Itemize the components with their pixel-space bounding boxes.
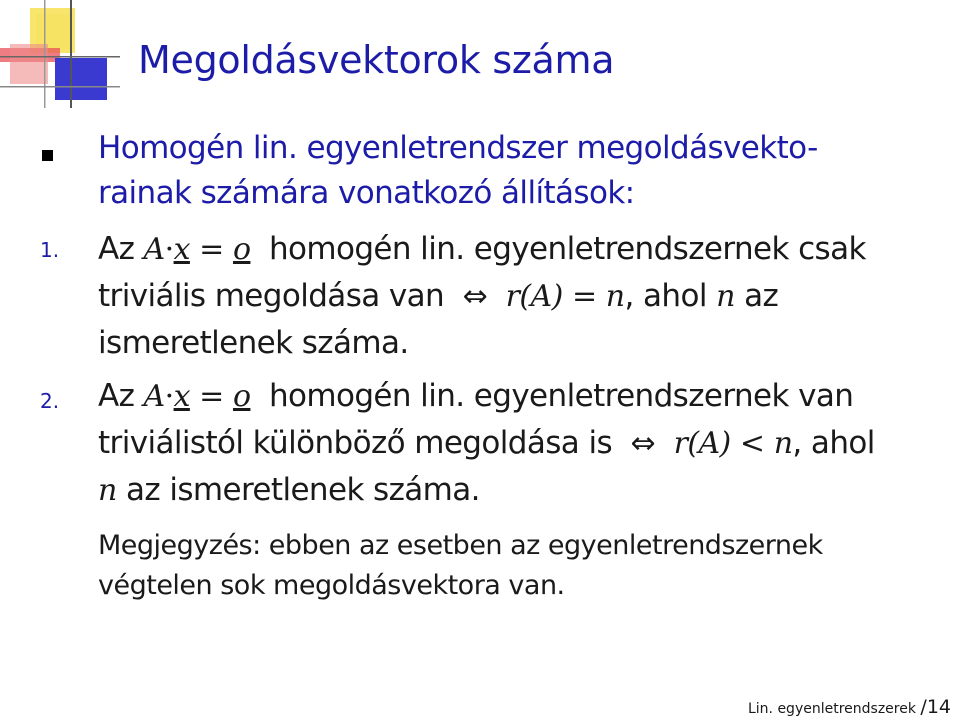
page-number: /14: [920, 696, 951, 718]
item-2-text-1: homogén lin. egyenletrendszernek van: [268, 378, 854, 414]
note-line-1: Megjegyzés: ebben az esetben az egyenletrendszernek: [98, 530, 823, 561]
item-number-2: 2.: [40, 389, 60, 413]
math-eq: =: [199, 232, 224, 267]
math-vec-x: x: [173, 232, 190, 267]
math-vec-o: o: [232, 232, 251, 267]
item-1-text-1: homogén lin. egyenletrendszernek csak: [268, 231, 866, 267]
item-1-line-3: ismeretlenek száma.: [98, 325, 409, 361]
item-number-1: 1.: [40, 238, 60, 262]
footer: [748, 696, 951, 718]
item-1-line-2: [98, 273, 778, 320]
math-rel: <: [739, 426, 765, 461]
math-rel: =: [571, 279, 597, 314]
math-n: n: [773, 426, 793, 461]
item-2-text-2a: triviálistól különböző megoldása is: [98, 425, 613, 461]
intro-line-2: rainak számára vonatkozó állítások:: [98, 175, 635, 211]
math-n: n: [605, 279, 625, 314]
az-word: Az: [98, 378, 135, 414]
note: [98, 526, 823, 606]
item-2-line-1: [98, 373, 853, 420]
math-rank-A: r(A): [673, 426, 731, 461]
math-dot: ·: [164, 379, 174, 414]
item-1-text-2b: , ahol: [624, 278, 707, 314]
note-line-2: végtelen sok megoldásvektora van.: [98, 570, 565, 601]
item-1-text-2a: triviális megoldása van: [98, 278, 445, 314]
math-vec-x: x: [173, 379, 190, 414]
math-eq: =: [199, 379, 224, 414]
math-n-3: n: [98, 473, 117, 508]
item-2-text-3: az ismeretlenek száma.: [126, 472, 480, 508]
intro-line-1: Homogén lin. egyenletrendszer megoldásvekto-: [98, 130, 818, 166]
decorative-squares-logo: [0, 0, 130, 115]
equivalence-arrow-icon: ⇔: [462, 279, 488, 314]
math-rank-A: r(A): [505, 279, 563, 314]
math-A: A: [143, 232, 165, 267]
math-dot: ·: [164, 232, 174, 267]
item-2-line-2: [98, 420, 875, 467]
az-word: Az: [98, 231, 135, 267]
math-A: A: [143, 379, 165, 414]
intro-text: [98, 126, 818, 216]
equivalence-arrow-icon: ⇔: [630, 426, 656, 461]
item-2-text-2b: , ahol: [792, 425, 875, 461]
slide-title: Megoldásvektorok száma: [138, 38, 615, 82]
math-n-2: n: [716, 279, 735, 314]
item-1-text-2c: az: [744, 278, 779, 314]
footer-label: Lin. egyenletrendszerek: [747, 701, 916, 717]
math-vec-o: o: [232, 379, 251, 414]
item-1-line-1: [98, 226, 866, 273]
bullet-square: [42, 150, 53, 161]
item-2-line-3: [98, 467, 480, 514]
